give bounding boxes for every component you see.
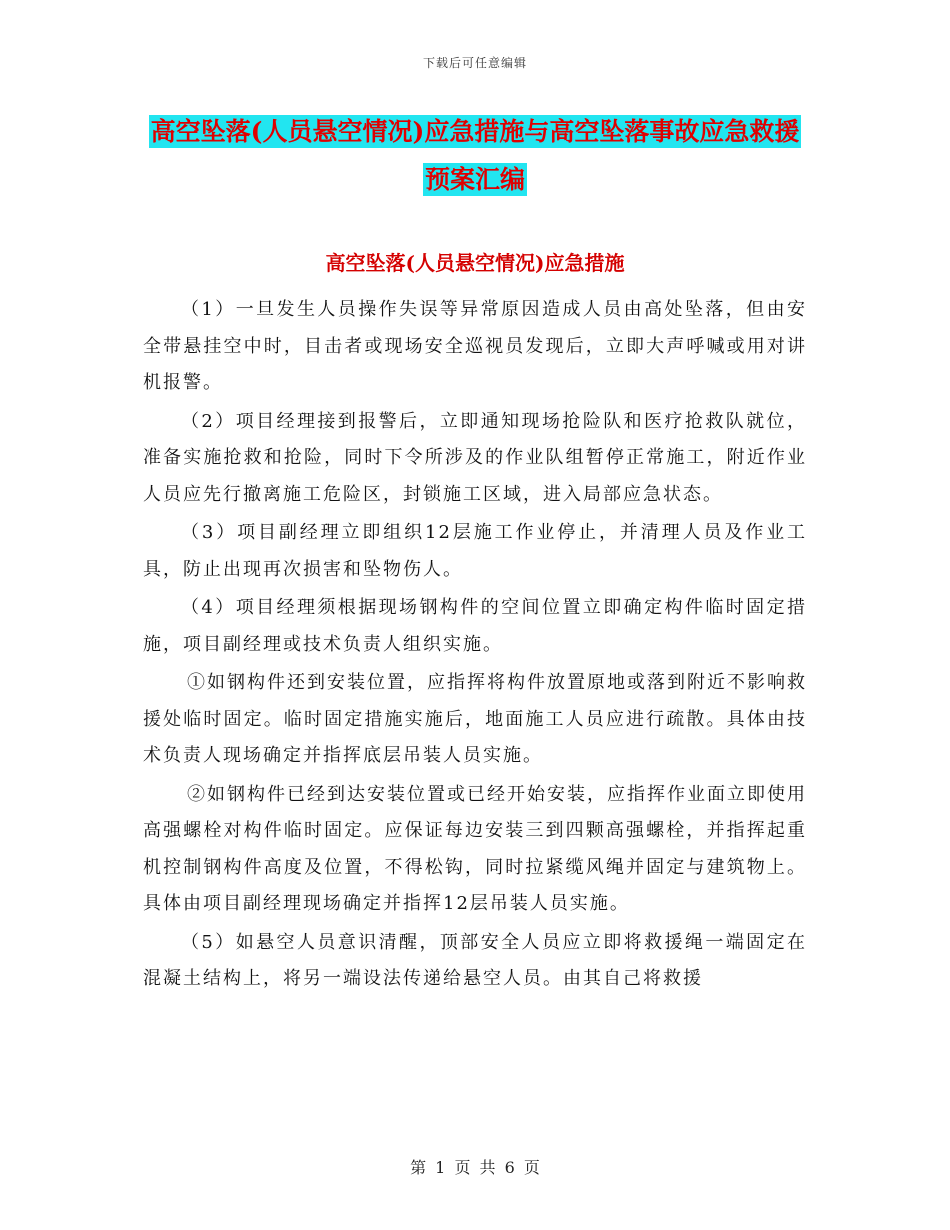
document-title: [140, 108, 810, 204]
document-title-highlight: 高空坠落(人员悬空情况)应急措施与高空坠落事故应急救援预案汇编: [150, 117, 800, 194]
paragraph: （4）项目经理须根据现场钢构件的空间位置立即确定构件临时固定措施，项目副经理或技术负责人组织实施。: [143, 597, 807, 655]
paragraph: （3）项目副经理立即组织12层施工作业停止，并清理人员及作业工具，防止出现再次损害和坠物伤人。: [143, 522, 807, 580]
sub-paragraph: ②如钢构件已经到达安装位置或已经开始安装，应指挥作业面立即使用高强螺栓对构件临时固定。应保证每边安装三到四颗高强螺栓，并指挥起重机控制钢构件高度及位置，不得松钩，同时拉紧缆风绳并固定与建筑物上。具体由项目副经理现场确定并指挥12层吊装人员实施。: [143, 783, 807, 914]
paragraph: （2）项目经理接到报警后，立即通知现场抢险队和医疗抢救队就位，准备实施抢救和抢险，同时下令所涉及的作业队组暂停正常施工，附近作业人员应先行撤离施工危险区，封锁施工区域，进入局部应急状态。: [143, 410, 807, 505]
sub-paragraph: ①如钢构件还到安装位置，应指挥将构件放置原地或落到附近不影响救援处临时固定。临时固定措施实施后，地面施工人员应进行疏散。具体由技术负责人现场确定并指挥底层吊装人员实施。: [143, 672, 807, 766]
page-number-footer: 第 1 页 共 6 页: [410, 1158, 540, 1177]
paragraph: （5）如悬空人员意识清醒，顶部安全人员应立即将救援绳一端固定在混凝土结构上，将另一端设法传递给悬空人员。由其自己将救援: [143, 931, 807, 989]
document-body: [143, 292, 807, 1000]
header-note: 下载后可任意编辑: [422, 56, 527, 70]
section-heading: 高空坠落(人员悬空情况)应急措施: [325, 251, 625, 275]
paragraph: （1）一旦发生人员操作失误等异常原因造成人员由高处坠落，但由安全带悬挂空中时，目击者或现场安全巡视员发现后，立即大声呼喊或用对讲机报警。: [143, 299, 807, 393]
